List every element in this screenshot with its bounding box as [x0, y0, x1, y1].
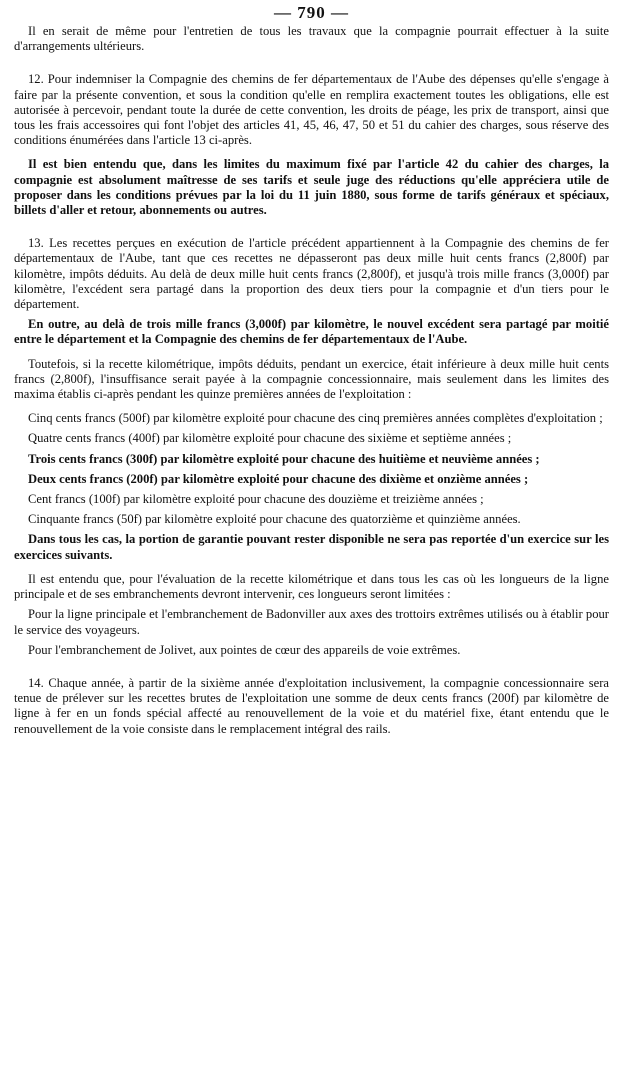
paragraph-garantie-disponible: Dans tous les cas, la portion de garantie pouvant rester disponible ne sera pas reportée d'un exercice sur les exercices suivants. — [14, 532, 609, 562]
paragraph-article-13: 13. Les recettes perçues en exécution de l'article précédent appartiennent à la Compagnie des chemins de fer départementaux de l'Aube, tant que ces recettes ne dépasseront pas deux mille huit cents francs (2,800f) par kilomètre, impôts déduits. Au delà de deux mille huit cents francs (2,800f), et jusqu'à trois mille francs (3,000f) par kilomètre, l'excédent sera partagé dans la proportion des deux tiers pour la compagnie et d'un tiers pour le département. — [14, 236, 609, 312]
paragraph-article-14: 14. Chaque année, à partir de la sixième année d'exploitation inclusivement, la compagnie concessionnaire sera tenue de prélever sur les recettes brutes de l'exploitation une somme de deux cents francs (200f) par kilomètre de ligne à fer en un fonds spécial affecté au renouvellement de la voie et du matériel fixe, étant entendu que le renouvellement de la voie consiste dans le remplacement intégral des rails. — [14, 675, 609, 736]
paragraph-en-outre: En outre, au delà de trois mille francs (3,000f) par kilomètre, le nouvel excédent sera partagé par moitié entre le département et la Compagnie des chemins de fer départementaux de l'Aube. — [14, 317, 609, 347]
list-item-cent: Cent francs (100f) par kilomètre exploité pour chacune des douzième et treizième années ; — [28, 492, 484, 507]
list-item-cinquante: Cinquante francs (50f) par kilomètre exploité pour chacune des quatorzième et quinzième années. — [28, 512, 521, 527]
list-item-deux-cents: Deux cents francs (200f) par kilomètre exploité pour chacune des dixième et onzième années ; — [28, 471, 529, 486]
list-item-cinq-cents: Cinq cents francs (500f) par kilomètre exploité pour chacune des cinq premières années complètes d'exploitation ; — [28, 411, 603, 426]
list-item-trois-cents: Trois cents francs (300f) par kilomètre exploité pour chacune des huitième et neuvième années ; — [28, 451, 540, 466]
paragraph-article-12: 12. Pour indemniser la Compagnie des chemins de fer départementaux de l'Aube des dépenses qu'elle s'engage à faire par la présente convention, et sous la condition qu'elle en remplira exactement toutes les obligations, elle est autorisée à percevoir, pendant toute la durée de cette convention, les droits de péage, les prix de transport, ainsi que tous les frais accessoires qui font l'objet des articles 41, 45, 46, 47, 50 et 51 du cahier des charges, sous réserve des conditions énumérées dans l'article 13 ci-après. — [14, 72, 609, 148]
paragraph-toutefois: Toutefois, si la recette kilométrique, impôts déduits, pendant un exercice, était inférieure à deux mille huit cents francs (2,800f), l'insuffisance serait payée à la compagnie concessionnaire, mais seulement dans les limites des maxima établis ci-après pendant les quinze premières années de l'exploitation : — [14, 356, 609, 402]
paragraph-evaluation-recette: Il est entendu que, pour l'évaluation de la recette kilométrique et dans tous les cas où les longueurs de la ligne principale et de ses embranchements devront intervenir, ces longueurs seront limitées : — [14, 571, 609, 602]
paragraph-tarifs: Il est bien entendu que, dans les limites du maximum fixé par l'article 42 du cahier des charges, la compagnie est absolument maîtresse de ses tarifs et seule juge des réductions qu'elle appréciera utile de proposer dans les conditions prévues par la loi du 11 juin 1880, sous forme de tarifs généraux et spéciaux, billets d'aller et retour, abonnements ou autres. — [14, 157, 609, 218]
page-number: — 790 — — [274, 3, 349, 22]
paragraph-jolivet: Pour l'embranchement de Jolivet, aux pointes de cœur des appareils de voie extrêmes. — [28, 642, 461, 657]
paragraph-badonviller: Pour la ligne principale et l'embranchement de Badonviller aux axes des trottoirs extrêmes utilisés ou à établir pour le service des voyageurs. — [14, 607, 609, 637]
paragraph-entretien: Il en serait de même pour l'entretien de tous les travaux que la compagnie pourrait effectuer à la suite d'arrangements ultérieurs. — [14, 24, 609, 54]
list-item-quatre-cents: Quatre cents francs (400f) par kilomètre exploité pour chacune des sixième et septième années ; — [28, 431, 512, 446]
